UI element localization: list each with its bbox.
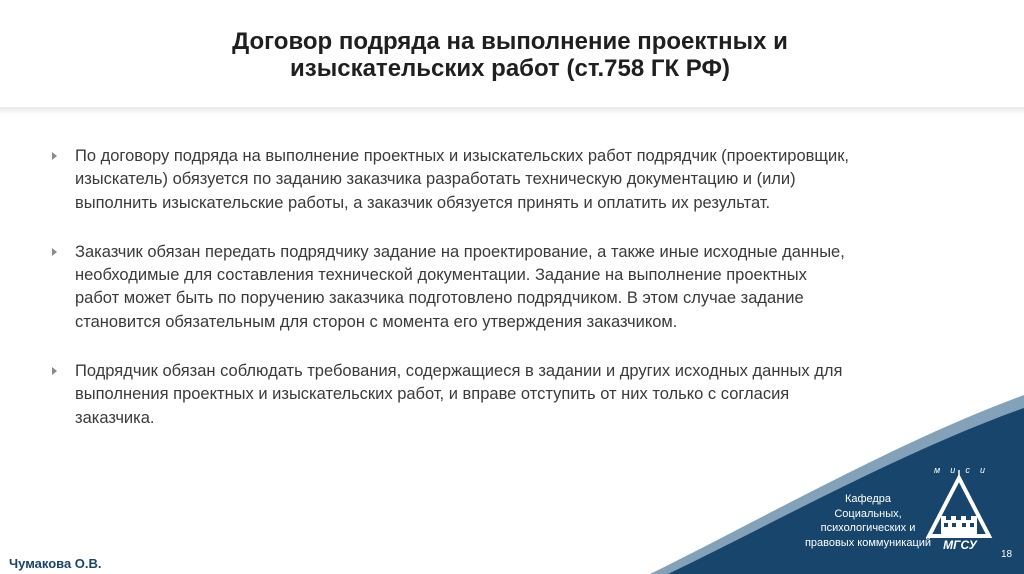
logo-letters: м и с и: [934, 465, 986, 475]
department-name: Кафедра Социальных, психологических и правовых коммуникаций: [804, 493, 932, 549]
title-line-2: изыскательских работ (ст.758 ГК РФ): [290, 55, 730, 82]
logo-abbreviation: МГСУ: [943, 538, 977, 552]
page-number: 18: [1001, 549, 1013, 560]
bullet-text: Подрядчик обязан соблюдать требования, содержащиеся в задании и других исходных данных для выполнения проектных и изыскательских работ, и вправе отступить от них только с согласия заказчика.: [75, 362, 843, 427]
bullet-text: Заказчик обязан передать подрядчику задание на проектирование, а также иные исходные данные, необходимые для составления технической документации. Задание на выполнение проектных работ может быть по поручению заказчика подготовлено подрядчиком. В этом случае задание становится обязательным для сторон с момента его утверждения заказчиком.: [75, 242, 845, 331]
author-name: Чумакова О.В.: [9, 556, 102, 571]
title-line-1: Договор подряда на выполнение проектных и: [232, 28, 788, 55]
bullet-text: По договору подряда на выполнение проектных и изыскательских работ подрядчик (проектировщик, изыскатель) обязуется по заданию заказчика разработать техническую документацию и (или) выполнить изыскательские работы, а заказчик обязуется принять и оплатить их результат.: [75, 147, 850, 212]
